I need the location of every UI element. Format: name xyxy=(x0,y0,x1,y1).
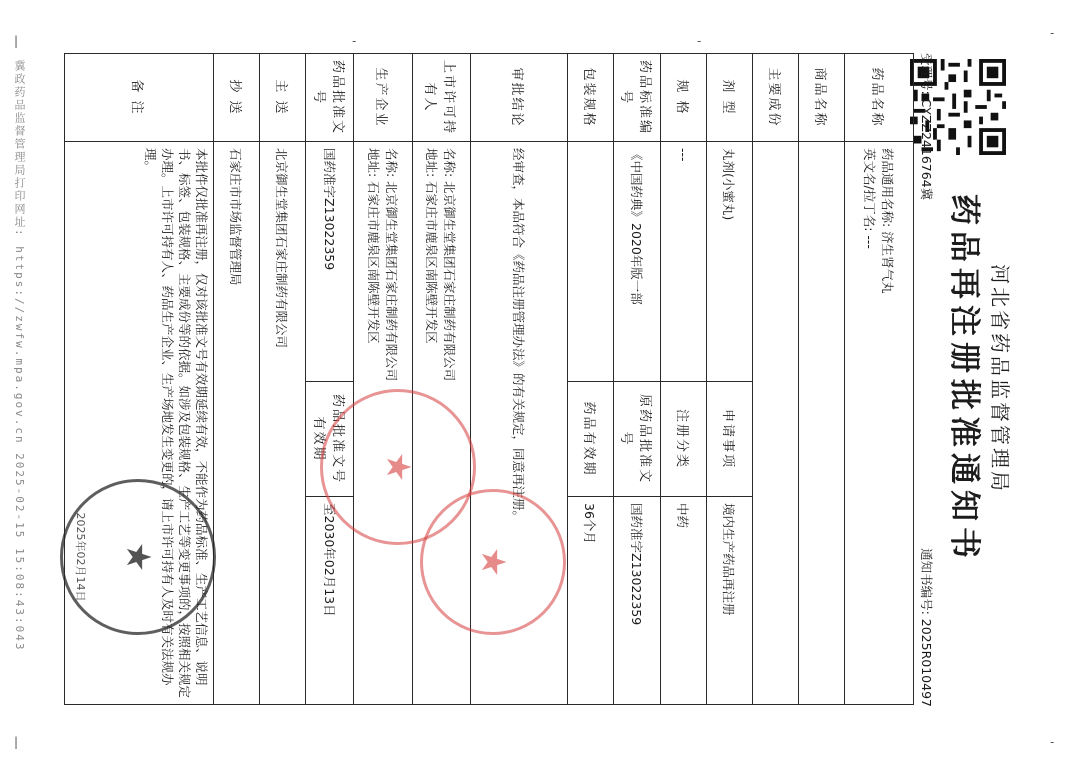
label-ingredients: 主要成份 xyxy=(752,54,798,142)
agency-seal-star-icon: ★ xyxy=(118,541,158,573)
value-ingredients xyxy=(752,142,798,705)
label-dosage-form: 剂 型 xyxy=(706,54,752,142)
label-trade-name: 商品名称 xyxy=(798,54,844,142)
drug-english-name: 英文名/拉丁名: --- xyxy=(861,148,877,249)
value-approval-number: 国药准字Z13022359 xyxy=(305,142,353,382)
row-dosage-form xyxy=(706,54,752,705)
label-standard: 药品标准编号 xyxy=(613,54,660,142)
row-standard xyxy=(613,54,660,705)
label-main-recipient: 主 送 xyxy=(259,54,305,142)
label-original-approval: 原药品批准文号 xyxy=(613,382,660,497)
province-seal xyxy=(420,489,566,635)
label-drug-name: 药品名称 xyxy=(844,54,913,142)
value-standard: 《中国药典》2020年版一部 xyxy=(613,142,660,382)
scan-corner-mark-tr: - xyxy=(697,34,702,48)
row-spec xyxy=(660,54,706,705)
label-packaging: 包装规格 xyxy=(567,54,613,142)
row-manufacturer xyxy=(354,54,413,705)
value-spec: --- xyxy=(660,142,706,382)
scan-corner-mark-br: - xyxy=(1050,735,1055,749)
scan-corner-mark-tc: - xyxy=(352,34,357,48)
label-conclusion: 审批结论 xyxy=(471,54,567,142)
holder-address: 地址: 石家庄市鹿泉区南陈壁开发区 xyxy=(424,148,440,344)
label-cc: 抄 送 xyxy=(213,54,259,142)
value-original-approval: 国药准字Z13022359 xyxy=(613,497,660,705)
value-dosage-form: 丸剂(小蜜丸) xyxy=(706,142,752,382)
issuing-authority: 河北省药品监督管理局 xyxy=(988,264,1012,494)
scan-corner-mark-bl: | xyxy=(14,735,19,749)
label-spec: 规 格 xyxy=(660,54,706,142)
label-registration-class: 注册分类 xyxy=(660,382,706,497)
notice-number: 通知书编号: 2025R010497 xyxy=(919,548,934,707)
value-conclusion: 经审查，本品符合《药品注册管理办法》的有关规定，同意再注册。 xyxy=(471,142,567,705)
value-approval-validity: 至2030年02月13日 xyxy=(305,497,353,705)
label-shelf-life: 药品有效期 xyxy=(567,382,613,497)
row-approval-number xyxy=(305,54,353,705)
row-drug-name xyxy=(844,54,913,705)
value-trade-name xyxy=(798,142,844,705)
value-drug-name xyxy=(844,142,913,705)
seal-star-icon: ★ xyxy=(378,451,418,483)
label-application-item: 申请事项 xyxy=(706,382,752,497)
value-main-recipient: 北京御生堂集团石家庄制药有限公司 xyxy=(259,142,305,705)
value-remarks: 本批件仅批准再注册，仅对该批准文号有效期延续有效，不能作为药品标准、生产工艺信息、说明书、标签、包装规格、主要成份等的依据。如涉及包装规格、生产工艺等变更事项的，按照相关规定办理。上市许可持有人、药品生产企业、生产场地发生变更的，请上市许可持有人及时有关法规办理。 xyxy=(65,142,214,705)
document-title: 药品再注册批准通知书 xyxy=(946,194,982,564)
row-packaging xyxy=(567,54,613,705)
label-remarks: 备 注 xyxy=(65,54,214,142)
row-ingredients xyxy=(752,54,798,705)
label-holder: 上市许可持有人 xyxy=(412,54,471,142)
row-main-recipient xyxy=(259,54,305,705)
seal-star-icon-2: ★ xyxy=(473,546,513,578)
label-approval-validity: 药品批准文号有效期 xyxy=(305,382,353,497)
value-packaging xyxy=(567,142,613,382)
holder-name: 名称: 北京御生堂集团石家庄制药有限公司 xyxy=(442,148,458,382)
document-rotated xyxy=(66,53,1012,707)
scan-print-footer: 冀政药品监督管理局打印网址: https://zwfw.mpa.gov.cn 2025-02-15 15:08:43:043 xyxy=(13,60,26,652)
row-trade-name xyxy=(798,54,844,705)
label-manufacturer: 生产企业 xyxy=(354,54,413,142)
value-shelf-life: 36个月 xyxy=(567,497,613,705)
value-registration-class: 中药 xyxy=(660,497,706,705)
value-application-item: 境内生产药品再注册 xyxy=(706,497,752,705)
seal-date: 2025年02月14日 xyxy=(74,512,87,602)
row-cc xyxy=(213,54,259,705)
acceptance-number: 受理号: CYZZ2416764冀 xyxy=(919,53,934,201)
agency-seal xyxy=(60,479,216,635)
scan-corner-mark-tl: | xyxy=(14,34,19,48)
manufacturer-name: 名称: 北京御生堂集团石家庄制药有限公司 xyxy=(383,148,399,382)
label-approval-number: 药品批准文号 xyxy=(305,54,353,142)
manufacturer-address: 地址: 石家庄市鹿泉区南陈壁开发区 xyxy=(365,148,381,344)
drug-generic-name: 药品通用名称: 济生肾气丸 xyxy=(879,148,895,294)
value-cc: 石家庄市市场监督管理局 xyxy=(213,142,259,705)
scan-corner-mark-far: - xyxy=(1050,26,1055,40)
